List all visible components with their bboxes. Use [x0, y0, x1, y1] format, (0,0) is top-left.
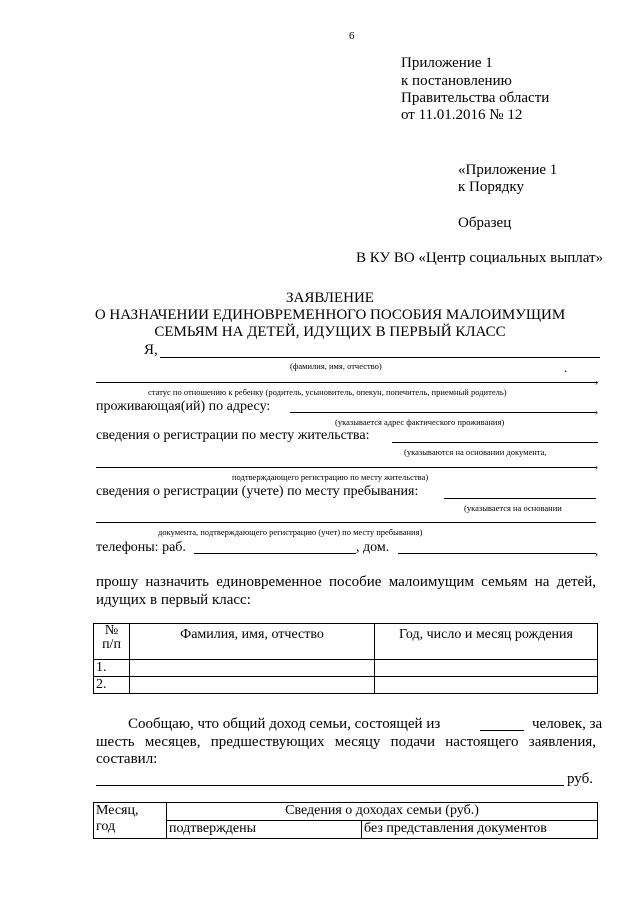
stay-hint-1: (указывается на основании — [464, 503, 562, 513]
appendix-line-4: от 11.01.2016 № 12 — [401, 107, 523, 123]
registration-field[interactable] — [392, 442, 598, 443]
col-birth-header: Год, число и месяц рождения — [375, 624, 598, 660]
registration-comma: , — [595, 456, 599, 471]
phones-label: телефоны: раб. — [96, 540, 186, 555]
work-phone-field[interactable] — [194, 553, 356, 554]
document-title: ЗАЯВЛЕНИЕ — [286, 290, 374, 306]
status-comma: , — [595, 371, 599, 386]
income-table — [93, 802, 598, 839]
sample-label: Образец — [458, 215, 512, 231]
address-comma: , — [595, 401, 599, 416]
month-header-line-1: Месяц, — [96, 803, 139, 818]
income-line-3: составил: — [96, 751, 158, 767]
stay-label: сведения о регистрации (учете) по месту пребывания: — [96, 484, 419, 499]
currency-label: руб. — [567, 771, 593, 787]
child-birth-cell[interactable] — [375, 660, 598, 677]
address-hint: (указывается адрес фактического проживания) — [335, 417, 505, 427]
col-num-line-2: п/п — [102, 637, 121, 652]
page-number: 6 — [349, 30, 355, 42]
income-table-subheader — [94, 821, 598, 839]
fio-field[interactable] — [160, 357, 600, 358]
request-line-2: идущих в первый класс: — [96, 592, 251, 608]
child-name-cell[interactable] — [130, 677, 375, 694]
home-phone-label: , дом. — [356, 540, 390, 555]
phones-comma: , — [595, 543, 599, 558]
without-docs-header: без представления документов — [362, 821, 598, 839]
registration-hint-2: подтверждающего регистрацию по месту жительства) — [232, 472, 429, 482]
child-name-cell[interactable] — [130, 660, 375, 677]
col-name-header: Фамилия, имя, отчество — [130, 624, 375, 660]
children-table-header — [94, 624, 598, 660]
addressee: В КУ ВО «Центр социальных выплат» — [356, 250, 604, 266]
status-hint: статус по отношению к ребенку (родитель, усыновитель, опекун, попечитель, приемный родитель) — [148, 387, 507, 397]
income-table-header — [94, 803, 598, 821]
address-label: проживающая(ий) по адресу: — [96, 399, 271, 414]
stay-document-field[interactable] — [96, 522, 596, 523]
home-phone-field[interactable] — [398, 553, 596, 554]
row-num: 2. — [94, 677, 130, 694]
address-field[interactable] — [290, 412, 596, 413]
procedure-appendix-line-1: «Приложение 1 — [458, 162, 558, 178]
income-amount-field[interactable] — [96, 785, 564, 786]
income-line-1-start: Сообщаю, что общий доход семьи, состоящей из — [128, 716, 441, 732]
registration-document-field[interactable] — [96, 467, 596, 468]
i-label: Я, — [144, 342, 158, 358]
stay-hint-2: документа, подтверждающего регистрацию (учет) по месту пребывания) — [158, 527, 423, 537]
request-line-1: прошу назначить единовременное пособие малоимущим семьям на детей, — [96, 574, 596, 590]
document-subtitle-line-1: О НАЗНАЧЕНИИ ЕДИНОВРЕМЕННОГО ПОСОБИЯ МАЛОИМУЩИМ — [94, 307, 566, 323]
income-info-header: Сведения о доходах семьи (руб.) — [167, 803, 598, 821]
fio-hint: (фамилия, имя, отчество) — [290, 361, 382, 371]
month-header-line-2: год — [96, 819, 116, 834]
registration-hint-1: (указываются на основании документа, — [404, 447, 547, 457]
status-field[interactable] — [96, 382, 598, 383]
col-num-header — [94, 624, 130, 660]
document-subtitle-line-2: СЕМЬЯМ НА ДЕТЕЙ, ИДУЩИХ В ПЕРВЫЙ КЛАСС — [154, 324, 506, 340]
appendix-line-1: Приложение 1 — [401, 55, 493, 71]
row-num: 1. — [94, 660, 130, 677]
income-line-1-end: человек, за — [532, 716, 603, 732]
child-birth-cell[interactable] — [375, 677, 598, 694]
income-line-2: шесть месяцев, предшествующих месяцу подачи настоящего заявления, — [96, 734, 596, 750]
appendix-line-3: Правительства области — [401, 90, 550, 106]
appendix-line-2: к постановлению — [401, 73, 512, 89]
children-table — [93, 623, 598, 694]
stay-field[interactable] — [444, 498, 596, 499]
table-row — [94, 660, 598, 677]
col-num-line-1: № — [104, 623, 119, 638]
table-row — [94, 677, 598, 694]
registration-label: сведения о регистрации по месту жительства: — [96, 428, 370, 443]
procedure-appendix-line-2: к Порядку — [458, 179, 524, 195]
family-size-field[interactable] — [480, 730, 524, 731]
fio-dot: . — [564, 360, 568, 375]
confirmed-header: подтверждены — [167, 821, 362, 839]
month-header — [94, 803, 167, 839]
